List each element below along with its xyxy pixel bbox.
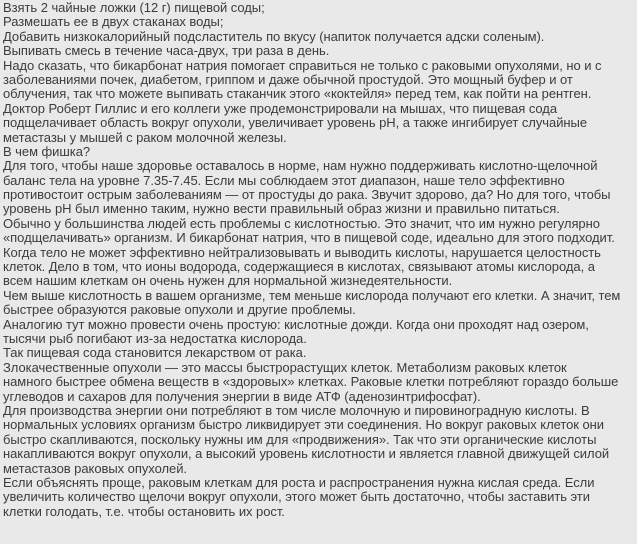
text-line: метастазов раковых опухолей.	[3, 461, 187, 476]
text-line: всем нашим клеткам он очень нужен для нормальной жизнедеятельности.	[3, 274, 453, 289]
text-line: Размешать ее в двух стаканах воды;	[3, 15, 224, 30]
text-line: намного быстрее обмена веществ в «здоровых» клетках. Раковые клетки потребляют гораздо больше	[3, 375, 619, 390]
text-line: Если объяснять проще, раковым клеткам для роста и распространения нужна кислая среда. Если	[3, 475, 595, 490]
text-line: подщелачивает область вокруг опухоли, увеличивает уровень pH, а также ингибирует случайные	[3, 116, 588, 131]
text-line: Для того, чтобы наше здоровье оставалось в норме, нам нужно поддерживать кислотно-щелочной	[3, 159, 598, 174]
text-line: увеличить количество щелочи вокруг опухоли, этого может быть достаточно, чтобы заставить эти	[3, 490, 590, 505]
text-line: Для производства энергии они потребляют в том числе молочную и пировиноградную кислоты. В	[3, 403, 590, 418]
text-line: Доктор Роберт Гиллис и его коллеги уже продемонстрировали на мышах, что пищевая сода	[3, 101, 558, 116]
text-line: нормальных условиях организм быстро ликвидирует эти соединения. Но вокруг раковых клеток они	[3, 418, 605, 433]
text-line: Взять 2 чайные ложки (12 г) пищевой соды;	[3, 1, 265, 15]
text-line: метастазы у мышей с раком молочной железы.	[3, 130, 287, 145]
text-line: клетки голодать, т.е. чтобы остановить их рост.	[3, 504, 285, 519]
text-line: «подщелачивать» организм. И бикарбонат натрия, что в пищевой соде, идеально для этого подходит.	[3, 231, 615, 246]
text-line: Добавить низкокалорийный подсластитель по вкусу (напиток получается адски соленым).	[3, 29, 545, 44]
text-line: Чем выше кислотность в вашем организме, тем меньше кислорода получают его клетки. А значит, тем	[3, 288, 621, 303]
text-line: заболеваниями почек, диабетом, гриппом и даже обычной простудой. Это мощный буфер и от	[3, 72, 573, 87]
text-line: клеток. Дело в том, что ионы водорода, содержащиеся в кислотах, связывают атомы кислорода, а	[3, 260, 595, 275]
text-line: Аналогию тут можно провести очень простую: кислотные дожди. Когда они проходят над озером,	[3, 317, 589, 332]
text-line: Обычно у большинства людей есть проблемы с кислотностью. Это значит, что им нужно регулярно	[3, 216, 600, 231]
text-line: Так пищевая сода становится лекарством от рака.	[3, 346, 307, 361]
text-line: быстро скапливаются, поскольку нужны им для «продвижения». Так что эти органические кислоты	[3, 432, 597, 447]
text-line: тысячи рыб погибают из-за недостатка кислорода.	[3, 331, 307, 346]
text-line: противостоит острым заболеваниям — от простуды до рака. Звучит здорово, да? Но для того, чтобы	[3, 188, 611, 203]
text-line: уровень pH был именно таким, нужно вести правильный образ жизни и правильно питаться.	[3, 202, 560, 217]
section-heading: В чем фишка?	[3, 144, 91, 159]
text-line: Выпивать смесь в течение часа-двух, три раза в день.	[3, 44, 330, 59]
text-line: углеводов и сахаров для получения энергии в виде АТФ (аденозинтрифосфат).	[3, 389, 481, 404]
text-line: Надо сказать, что бикарбонат натрия помогает справиться не только с раковыми опухолями, но и с	[3, 58, 602, 73]
text-line: накапливаются вокруг опухоли, а высокий уровень кислотности и является главной движущей силой	[3, 447, 610, 462]
text-line: облучения, так что можете выпивать стаканчик этого «коктейля» перед тем, как пойти на рентген.	[3, 87, 592, 102]
text-line: Когда тело не может эффективно нейтрализовывать и выводить кислоты, нарушается целостность	[3, 245, 601, 260]
text-line: Злокачественные опухоли — это массы быстрорастущих клеток. Метаболизм раковых клеток	[3, 360, 567, 375]
text-line: быстрее образуются раковые опухоли и другие проблемы.	[3, 303, 356, 318]
text-line: баланс тела на уровне 7.35-7.45. Если мы соблюдаем этот диапазон, наше тело эффективно	[3, 173, 565, 188]
